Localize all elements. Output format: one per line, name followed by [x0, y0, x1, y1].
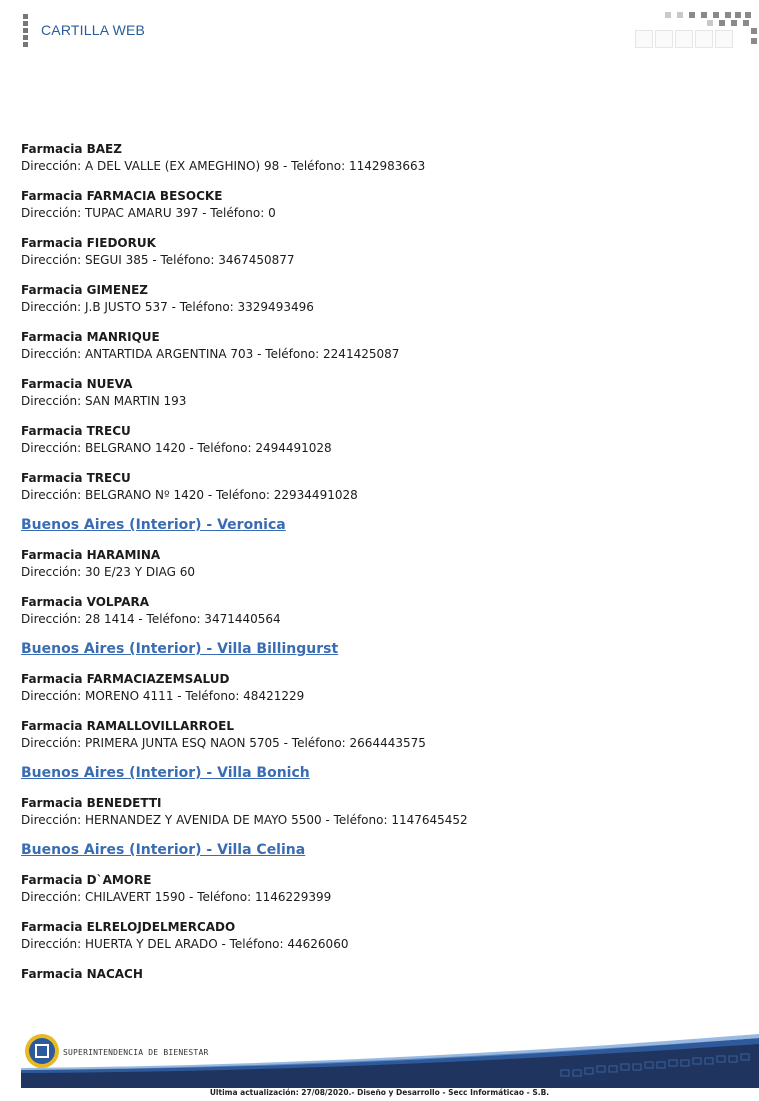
pharmacy-name: Farmacia D`AMORE: [21, 873, 152, 887]
pharmacy-name: Farmacia GIMENEZ: [21, 283, 149, 297]
pharmacy-name: Farmacia FARMACIA BESOCKE: [21, 189, 223, 203]
pharmacy-address: Dirección: A DEL VALLE (EX AMEGHINO) 98 - Teléfono: 1142983663: [21, 159, 426, 173]
pharmacy-entry: [21, 470, 741, 504]
region-heading-link[interactable]: Buenos Aires (Interior) - Veronica: [21, 517, 286, 533]
pharmacy-entry: [21, 718, 741, 752]
footer-organization-name: SUPERINTENDENCIA DE BIENESTAR: [63, 1048, 209, 1057]
superintendencia-seal-logo: [24, 1033, 60, 1069]
pharmacy-address: Dirección: J.B JUSTO 537 - Teléfono: 3329493496: [21, 300, 314, 314]
pharmacy-name: Farmacia ELRELOJDELMERCADO: [21, 920, 236, 934]
pharmacy-name: Farmacia TRECU: [21, 424, 131, 438]
pharmacy-address: Dirección: PRIMERA JUNTA ESQ NAON 5705 - Teléfono: 2664443575: [21, 736, 426, 750]
pharmacy-name: Farmacia BENEDETTI: [21, 796, 162, 810]
region-heading-link[interactable]: Buenos Aires (Interior) - Villa Billingurst: [21, 641, 339, 657]
footer-update-note: Ultima actualización: 27/08/2020.- Diseño y Desarrollo - Secc Informáticao - S.B.: [209, 1088, 550, 1097]
pharmacy-entry: [21, 594, 741, 628]
pharmacy-entry: [21, 872, 741, 906]
page-footer: [21, 1030, 759, 1088]
pharmacy-name: Farmacia VOLPARA: [21, 595, 150, 609]
header-bar-decoration: [23, 14, 28, 47]
page-header: [0, 0, 759, 60]
pharmacy-entry: [21, 282, 741, 316]
header-title: CARTILLA WEB: [41, 22, 146, 38]
pharmacy-entry: [21, 423, 741, 457]
pharmacy-address: Dirección: TUPAC AMARU 397 - Teléfono: 0: [21, 206, 276, 220]
pharmacy-entry: [21, 547, 741, 581]
pharmacy-name: Farmacia FARMACIAZEMSALUD: [21, 672, 230, 686]
pharmacy-entry: [21, 919, 741, 953]
pharmacy-listing: [21, 141, 741, 996]
pharmacy-address: Dirección: CHILAVERT 1590 - Teléfono: 1146229399: [21, 890, 332, 904]
pharmacy-address: Dirección: MORENO 4111 - Teléfono: 48421229: [21, 689, 305, 703]
pharmacy-address: Dirección: HUERTA Y DEL ARADO - Teléfono: 44626060: [21, 937, 349, 951]
pharmacy-address: Dirección: HERNANDEZ Y AVENIDA DE MAYO 5500 - Teléfono: 1147645452: [21, 813, 468, 827]
pharmacy-entry: [21, 141, 741, 175]
pharmacy-entry: [21, 966, 741, 983]
pharmacy-address: Dirección: BELGRANO Nº 1420 - Teléfono: 22934491028: [21, 488, 358, 502]
region-heading-link[interactable]: Buenos Aires (Interior) - Villa Celina: [21, 842, 306, 858]
pharmacy-entry: [21, 329, 741, 363]
pharmacy-address: Dirección: SAN MARTIN 193: [21, 394, 187, 408]
pharmacy-address: Dirección: 30 E/23 Y DIAG 60: [21, 565, 196, 579]
pharmacy-name: Farmacia HARAMINA: [21, 548, 161, 562]
pharmacy-address: Dirección: BELGRANO 1420 - Teléfono: 2494491028: [21, 441, 332, 455]
pharmacy-name: Farmacia NUEVA: [21, 377, 133, 391]
footer-wave-banner: [21, 1030, 759, 1088]
pharmacy-name: Farmacia NACACH: [21, 967, 143, 981]
pharmacy-address: Dirección: SEGUI 385 - Teléfono: 3467450877: [21, 253, 295, 267]
region-heading-link[interactable]: Buenos Aires (Interior) - Villa Bonich: [21, 765, 310, 781]
pharmacy-entry: [21, 795, 741, 829]
pharmacy-entry: [21, 188, 741, 222]
header-squares-decoration: [635, 10, 759, 50]
pharmacy-entry: [21, 671, 741, 705]
pharmacy-address: Dirección: ANTARTIDA ARGENTINA 703 - Teléfono: 2241425087: [21, 347, 400, 361]
pharmacy-name: Farmacia TRECU: [21, 471, 131, 485]
pharmacy-name: Farmacia BAEZ: [21, 142, 122, 156]
pharmacy-entry: [21, 235, 741, 269]
pharmacy-name: Farmacia RAMALLOVILLARROEL: [21, 719, 234, 733]
pharmacy-name: Farmacia MANRIQUE: [21, 330, 160, 344]
pharmacy-entry: [21, 376, 741, 410]
pharmacy-address: Dirección: 28 1414 - Teléfono: 3471440564: [21, 612, 281, 626]
pharmacy-name: Farmacia FIEDORUK: [21, 236, 156, 250]
